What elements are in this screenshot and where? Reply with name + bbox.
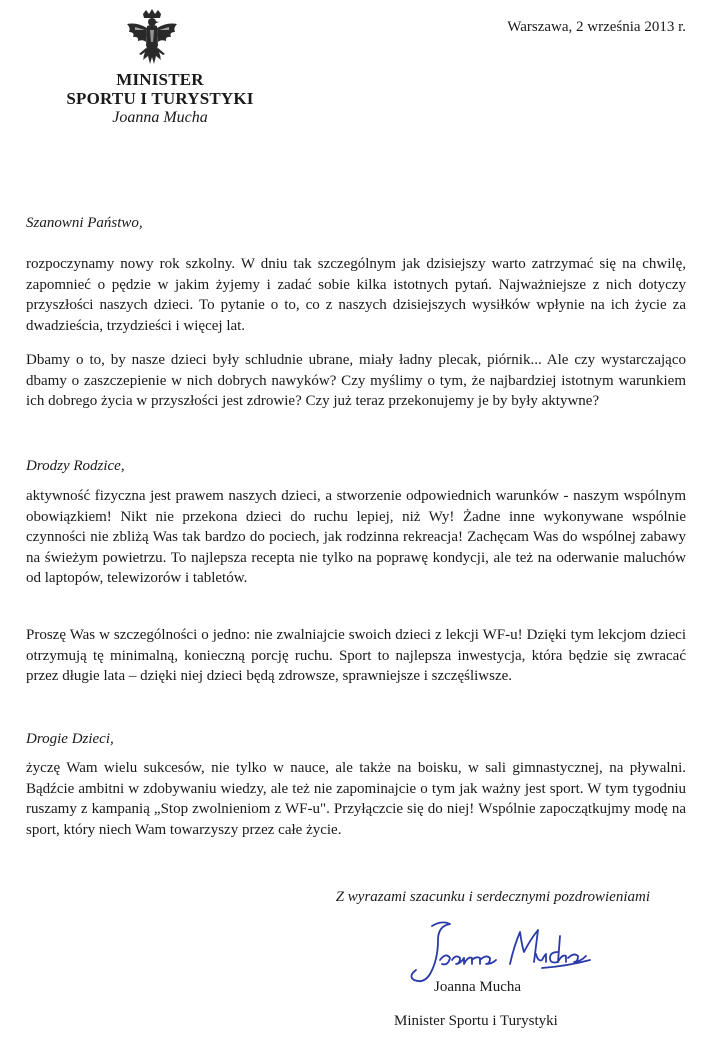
paragraph-5: życzę Wam wielu sukcesów, nie tylko w nauce, ale także na boisku, w sali gimnastycznej, na pływalni. Bądźcie ambitni w zdobywaniu wiedzy, ale też nie zapominajcie o tym jak ważny jest sport. W tym tygodniu ruszamy z kampanią „Stop zwolnieniom z WF-u". Przyłączcie się do niej! Wspólnie zapoczątkujmy modę na sport, który niech Wam towarzyszy przez całe życie. (26, 760, 686, 838)
paragraph-4: Proszę Was w szczególności o jedno: nie zwalniajcie swoich dzieci z lekcji WF-u! Dzięki tym lekcjom dzieci otrzymują tę minimalną, konieczną porcję ruchu. Sport to najlepsza inwestycja, która będzie się zwracać przez długie lata – dzięki niej dzieci będą zdrowsze, sprawniejsze i szczęśliwsze. (26, 627, 686, 684)
salutation-parents: Drodzy Rodzice, (26, 458, 125, 474)
office-title-line2: SPORTU I TURYSTYKI (66, 89, 254, 108)
salutation-general: Szanowni Państwo, (26, 215, 143, 231)
polish-eagle-emblem-icon (123, 8, 181, 72)
salutation-children: Drogie Dzieci, (26, 731, 114, 747)
signer-title: Minister Sportu i Turystyki (394, 1013, 558, 1029)
office-person-name: Joanna Mucha (112, 109, 208, 126)
office-title-line1: MINISTER (116, 70, 204, 89)
paragraph-2: Dbamy o to, by nasze dzieci były schludnie ubrane, miały ładny plecak, piórnik... Ale czy wystarczająco dbamy o zaszczepienie w nich dobrych nawyków? Czy myślimy o tym, że najbardziej istotnym warunkiem ich dobrego życia w przyszłości jest zdrowie? Czy już teraz przekonujemy je by były aktywne? (26, 352, 686, 409)
signer-name: Joanna Mucha (434, 979, 522, 995)
paragraph-3: aktywność fizyczna jest prawem naszych dzieci, a stworzenie odpowiednich warunków - naszym wspólnym obowiązkiem! Nikt nie przekona dzieci do ruchu lepiej, niż Wy! Żadne inne wykonywane wspólnie czynności nie zbliżą Was tak bardzo do pociech, jak rodzinna rekreacja! Zachęcam Was do wspólnej zabawy na świeżym powietrzu. To najlepsza recepta nie tylko na poprawę kondycji, ale też na oderwanie maluchów od laptopów, telewizorów i tabletów. (26, 488, 686, 586)
closing-phrase: Z wyrazami szacunku i serdecznymi pozdrowieniami (335, 889, 650, 905)
paragraph-1: rozpoczynamy nowy rok szkolny. W dniu tak szczególnym jak dzisiejszy warto zatrzymać się na chwilę, zapomnieć o pędzie w jakim żyjemy i zadać sobie kilka istotnych pytań. Najważniejsze z nich dotyczy przyszłości naszych dzieci. To pytanie o to, co z naszych dzisiejszych wysiłków wpłynie na ich życie za dwadzieścia, trzydzieści i więcej lat. (26, 256, 686, 334)
place-and-date: Warszawa, 2 września 2013 r. (507, 19, 686, 35)
letterhead (40, 70, 280, 128)
